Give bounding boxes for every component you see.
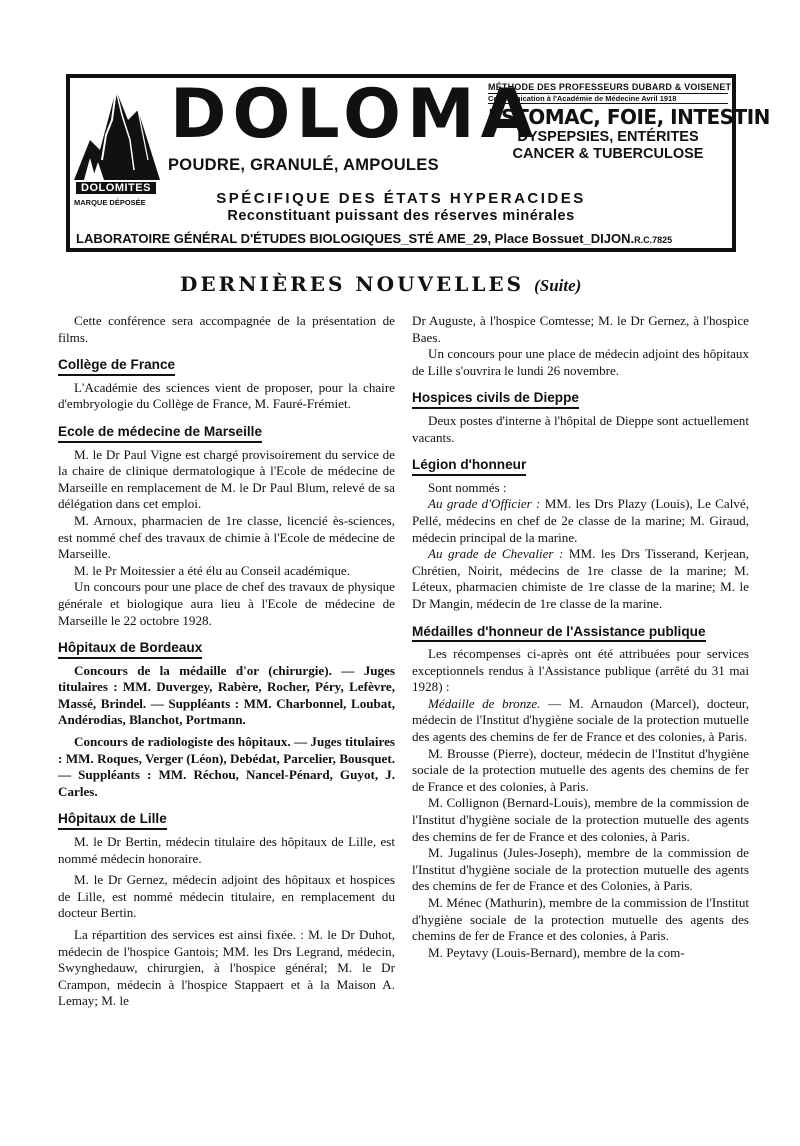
section-title-text: DERNIÈRES NOUVELLES [180, 272, 525, 296]
lille-continuation-2: Un concours pour une place de médecin adjoint des hôpitaux de Lille s'ouvrira le lundi 26 novembre. [412, 346, 749, 378]
lille-paragraph-3: La répartition des services est ainsi fixée. : M. le Dr Duhot, médecin de l'hospice Gantois; MM. les Drs Legrand, médecin, Swynghedauw, chirurgien, à l'hospice général; M. le Dr Crampon, médecin à l'hospice Stappaert et à la Maison A. Lemay; M. le [58, 927, 395, 1009]
heading-hopitaux-lille: Hôpitaux de Lille [58, 811, 167, 830]
dieppe-paragraph: Deux postes d'interne à l'hôpital de Dieppe sont actuellement vacants. [412, 412, 749, 445]
lille-paragraph-1: M. le Dr Bertin, médecin titulaire des hôpitaux de Lille, est nommé médecin honoraire. [58, 834, 395, 866]
legion-chevalier-label: Au grade de Chevalier : [428, 546, 564, 562]
right-column [412, 313, 749, 961]
heading-legion-honneur: Légion d'honneur [412, 457, 526, 476]
brand-name: DOLOMA [170, 75, 540, 154]
section-title [180, 272, 581, 296]
heading-medailles-assistance: Médailles d'honneur de l'Assistance publique [412, 624, 706, 643]
legion-officier-text: MM. les Drs Plazy (Louis), Le Calvé, Pellé, médecins en chef de 2e classe de la marine; M. Giraud, médecin principal de la marine. [412, 496, 749, 545]
ecole-paragraph-3: M. le Pr Moitessier a été élu au Conseil académique. [74, 562, 350, 578]
rc-number: R.C.7825 [634, 235, 673, 245]
bordeaux-paragraph-1: Concours de la médaille d'or (chirurgie). — Juges titulaires : MM. Duvergey, Rabère, Rocher, Péry, Lefèvre, Massé, Brindel. — Suppléants : MM. Charbonnel, Loubat, Andérodias, Blanchot, Portmann. [58, 662, 395, 728]
legion-officier-label: Au grade d'Officier : [428, 496, 541, 512]
marque-deposee: MARQUE DÉPOSÉE [74, 198, 146, 207]
medailles-collignon: M. Collignon (Bernard-Louis), membre de la commission de l'Institut d'hygiène sociale de la protection mutuelle des agents des chemins de fer de France et des colonies, à Paris. [412, 795, 749, 844]
heading-hopitaux-bordeaux: Hôpitaux de Bordeaux [58, 640, 202, 659]
bordeaux-paragraph-2: Concours de radiologiste des hôpitaux. — Juges titulaires : MM. Roques, Verger (Léon), Debédat, Parcelier, Bousquet. — Suppléants : MM. Réchou, Nancel-Pénard, Guyot, J. Carles. [58, 734, 395, 799]
communication-line: Communication à l'Académie de Médecine Avril 1918 [488, 93, 728, 104]
medaille-bronze-text: — M. Arnaudon (Marcel), docteur, médecin de l'Institut d'hygiène sociale de la protection mutuelle des agents des chemins de fer de France et des colonies, à Paris. [412, 695, 749, 745]
medailles-bronze [412, 696, 749, 746]
left-column [58, 313, 395, 1010]
doloma-advertisement [66, 74, 770, 252]
reconstituant-line: Reconstituant puissant des réserves minérales [227, 208, 575, 224]
methode-line: MÉTHODE DES PROFESSEURS DUBARD & VOISENET [488, 82, 732, 92]
section-suite: (Suite) [534, 276, 582, 295]
college-paragraph: L'Académie des sciences vient de proposer, pour la chaire d'embryologie du Collège de France, M. Fauré-Frémiet. [58, 379, 395, 412]
intro-paragraph: Cette conférence sera accompagnée de la présentation de films. [58, 313, 395, 345]
dolomites-label: DOLOMITES [76, 182, 156, 194]
ad-indications [488, 82, 770, 163]
legion-intro: Sont nommés : [428, 479, 507, 495]
ecole-paragraph-4: Un concours pour une place de chef des travaux de physique générale et biologique aura lieu à l'Ecole de médecine de Marseille le 22 octobre 1928. [58, 579, 395, 628]
heading-ecole-marseille: Ecole de médecine de Marseille [58, 424, 262, 443]
medaille-bronze-label: Médaille de bronze. [428, 695, 541, 711]
medailles-jugalinus: M. Jugalinus (Jules-Joseph), membre de la commission de l'Institut d'hygiène sociale de la protection mutuelle des agents des chemins de fer de France et des Colonies, à Paris. [412, 845, 749, 894]
medailles-intro: Les récompenses ci-après ont été attribuées pour services exceptionnels rendus à l'Assistance publique (arrêté du 31 mai 1928) : [412, 646, 749, 695]
lille-continuation-1: Dr Auguste, à l'hospice Comtesse; M. le Dr Gernez, à l'hospice Baes. [412, 313, 749, 345]
medailles-brousse: M. Brousse (Pierre), docteur, médecin de l'Institut d'hygiène sociale de la protection mutuelle des agents des chemins de fer de France et des colonies, à Paris. [412, 745, 749, 794]
medailles-menec: M. Ménec (Mathurin), membre de la commission de l'Institut d'hygiène sociale de la protection mutuelle des agents des chemins de fer de France et des colonies, à Paris. [412, 895, 749, 944]
laboratoire-text: LABORATOIRE GÉNÉRAL D'ÉTUDES BIOLOGIQUES_STÉ AME_29, Place Bossuet_DIJON. [76, 231, 635, 246]
laboratoire-line [76, 231, 672, 246]
heading-hospices-dieppe: Hospices civils de Dieppe [412, 390, 579, 409]
cancer-line: CANCER & TUBERCULOSE [512, 146, 704, 162]
legion-officier [412, 496, 749, 546]
medailles-peytavy: M. Peytavy (Louis-Bernard), membre de la com- [428, 944, 685, 960]
legion-chevalier [412, 546, 749, 612]
estomac-line: ESTOMAC, FOIE, INTESTIN [488, 105, 770, 129]
ecole-paragraph-2: M. Arnoux, pharmacien de 1re classe, licencié ès-sciences, est nommé chef des travaux de chimie à l'Ecole de médecine de Marseille. [58, 512, 395, 562]
ecole-paragraph-1: M. le Dr Paul Vigne est chargé provisoirement du service de la chaire de clinique dermatologique à l'Ecole de médecine de Marseille en remplacement de M. le Dr Paul Blum, relevé de sa délégation dans cet emploi. [58, 446, 395, 512]
lille-paragraph-2: M. le Dr Gernez, médecin adjoint des hôpitaux et hospices de Lille, est nommé médecin titulaire, en remplacement du docteur Bertin. [58, 872, 395, 921]
heading-college-de-france: Collège de France [58, 357, 175, 376]
legion-chevalier-text: MM. les Drs Tisserand, Kerjean, Chrétien, Noirit, médecins de 1re classe de la marine; M. Léteux, pharmacien chimiste de 1re classe de la marine; M. le Dr Mangin, médecin de 1re classe de la marine. [412, 546, 749, 611]
dyspepsies-line: DYSPEPSIES, ENTÉRITES [517, 129, 699, 145]
specifique-line: SPÉCIFIQUE DES ÉTATS HYPERACIDES [216, 190, 586, 207]
product-forms: POUDRE, GRANULÉ, AMPOULES [168, 156, 439, 174]
